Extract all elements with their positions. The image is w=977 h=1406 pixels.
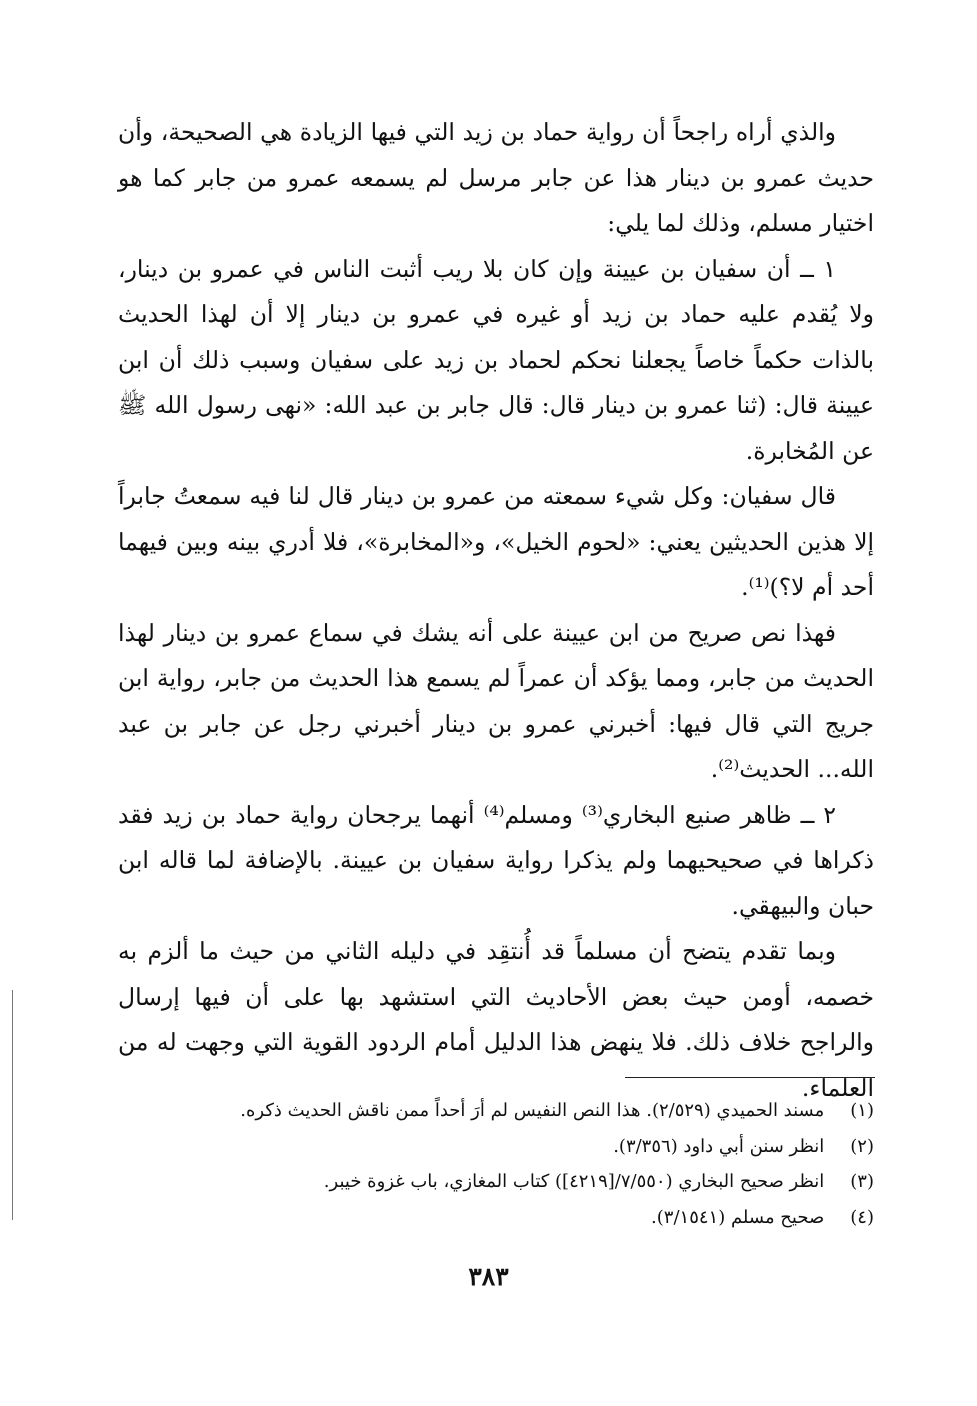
footnote-number: (٢)	[850, 1135, 874, 1157]
footnote-item	[118, 1164, 874, 1200]
paragraph-explicit-text: فهذا نص صريح من ابن عيينة على أنه يشك في سماع عمرو بن دينار لهذا الحديث من جابر، ومما يؤكد أن عمراً لم يسمع هذا الحديث من جابر، رواية ابن جريج التي قال فيها: أخبرني عمرو بن دينار أخبرني رجل عن جابر بن عبد الله... الحديث⁽²⁾.	[118, 618, 874, 783]
footnotes	[118, 1093, 874, 1235]
footnote-text: انظر سنن أبي داود (٣/٣٥٦).	[613, 1135, 825, 1157]
paragraph-point-two: ٢ ــ ظاهر صنيع البخاري⁽³⁾ ومسلم⁽⁴⁾ أنهما يرجحان رواية حماد بن زيد فقد ذكراها في صحيحيهما ولم يذكرا رواية سفيان بن عيينة. بالإضافة لما قاله ابن حبان والبيهقي.	[118, 800, 874, 920]
paragraph-conclusion: وبما تقدم يتضح أن مسلماً قد أُنتقِد في دليله الثاني من حيث ما ألزم به خصمه، أومن حيث بعض الأحاديث التي استشهد بها على أن فيها إرسال والراجح خلاف ذلك. فلا ينهض هذا الدليل أمام الردود القوية التي وجهت له من العلماء.	[118, 937, 874, 1102]
footnote-divider	[625, 1077, 875, 1078]
footnote-item	[118, 1200, 874, 1236]
paragraph-sufyan-quote: قال سفيان: وكل شيء سمعته من عمرو بن دينار قال لنا فيه سمعتُ جابراً إلا هذين الحديثين يعني: «لحوم الخيل»، و«المخابرة»، فلا أدري بينه وبين فيهما أحد أم لا؟)⁽¹⁾.	[118, 482, 874, 601]
footnote-text: مسند الحميدي (٢/٥٢٩). هذا النص النفيس لم أرَ أحداً ممن ناقش الحديث ذكره.	[240, 1100, 825, 1121]
footnote-item	[118, 1093, 874, 1129]
footnote-number: (١)	[850, 1100, 874, 1121]
page-number: ٣٨٣	[468, 1262, 509, 1291]
footnote-number: (٣)	[850, 1171, 874, 1192]
footnote-text: صحيح مسلم (٣/١٥٤١).	[651, 1206, 825, 1228]
footnote-number: (٤)	[850, 1206, 874, 1228]
footnote-text: انظر صحيح البخاري (٧/٥٥٠/[٤٢١٩]) كتاب المغازي، باب غزوة خيبر.	[323, 1171, 825, 1192]
scan-edge-line	[12, 990, 13, 1220]
paragraph-opinion: والذي أراه راجحاً أن رواية حماد بن زيد التي فيها الزيادة هي الصحيحة، وأن حديث عمرو بن دينار هذا عن جابر مرسل لم يسمعه عمرو من جابر كما هو اختيار مسلم، وذلك لما يلي:	[118, 118, 874, 237]
footnote-item	[118, 1129, 874, 1165]
main-text	[118, 110, 874, 1111]
paragraph-point-one: ١ ــ أن سفيان بن عيينة وإن كان بلا ريب أثبت الناس في عمرو بن دينار، ولا يُقدم عليه حماد بن زيد أو غيره في عمرو بن دينار إلا أن لهذا الحديث بالذات حكماً خاصاً يجعلنا نحكم لحماد بن زيد على سفيان وسبب ذلك أن ابن عيينة قال: (ثنا عمرو بن دينار قال: قال جابر بن عبد الله: «نهى رسول الله ﷺ عن المُخابرة.	[118, 254, 874, 465]
